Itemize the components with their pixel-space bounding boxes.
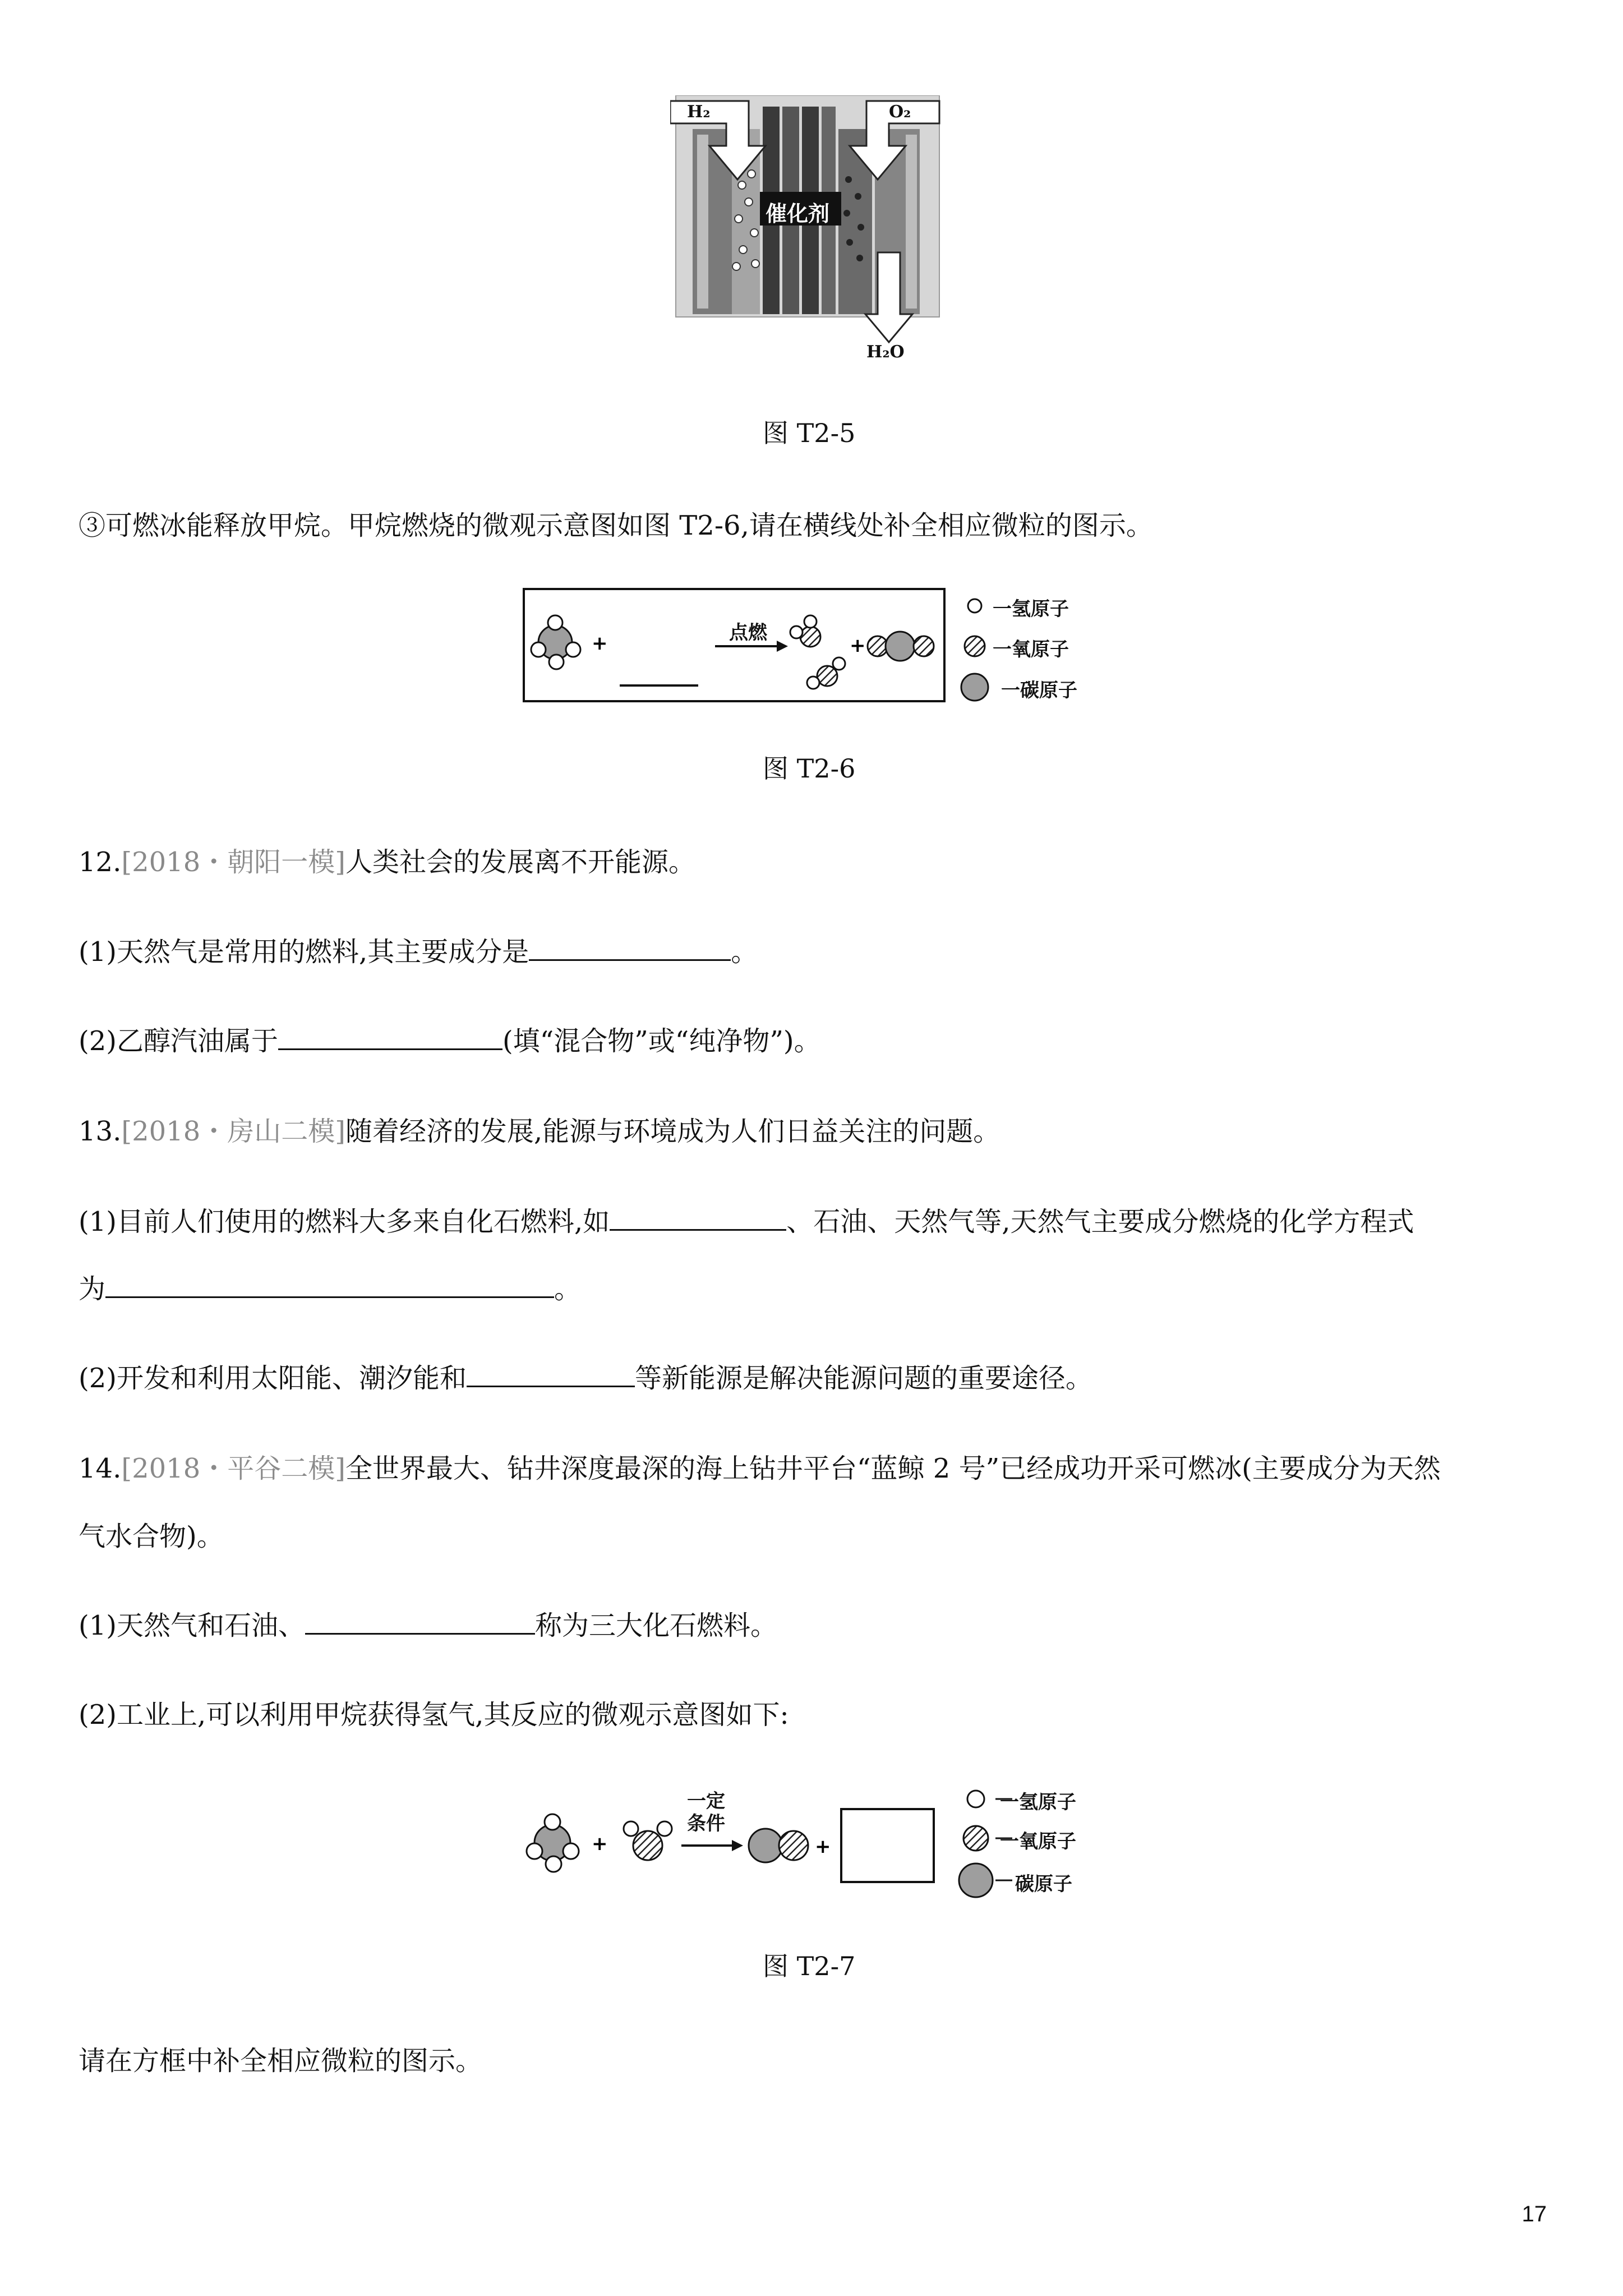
legend-oxygen: 一氧原子	[993, 638, 1069, 661]
question-14-part-1: (1)天然气和石油、 称为三大化石燃料。	[79, 1608, 777, 1644]
methane-hydrogen-figure	[519, 1775, 1108, 1910]
h2-label: H₂	[687, 102, 711, 122]
answer-box[interactable]	[841, 1809, 934, 1882]
figure-caption: 图 T2-6	[763, 753, 856, 784]
methane-combustion-figure	[522, 583, 1105, 710]
question-source: [2018・平谷二模]	[121, 1453, 345, 1484]
question-14-stem-cont: 气水合物)。	[79, 1521, 224, 1552]
h2o-label: H₂O	[866, 342, 905, 362]
page-number: 17	[1521, 2202, 1547, 2226]
answer-blank[interactable]	[278, 1024, 502, 1050]
question-13-stem: 13.[2018・房山二模]随着经济的发展,能源与环境成为人们日益关注的问题。	[79, 1116, 1000, 1147]
question-13-part-1: (1)目前人们使用的燃料大多来自化石燃料,如 、石油、天然气等,天然气主要成分燃烧的化学方程式	[79, 1204, 1414, 1240]
methane-molecule	[527, 1814, 579, 1872]
question-14-part-2: (2)工业上,可以利用甲烷获得氢气,其反应的微观示意图如下:	[79, 1699, 789, 1731]
question-13-part-2: (2)开发和利用太阳能、潮汐能和 等新能源是解决能源问题的重要途径。	[79, 1360, 1092, 1396]
question-14-instruction: 请在方框中补全相应微粒的图示。	[79, 2045, 483, 2077]
svg-text:+: +	[850, 634, 866, 657]
co2-molecule	[868, 632, 934, 661]
question-12-part-2: (2)乙醇汽油属于 (填“混合物”或“纯净物”)。	[79, 1023, 821, 1059]
question-source: [2018・朝阳一模]	[121, 846, 345, 878]
answer-blank[interactable]	[467, 1361, 635, 1387]
figure-caption: 图 T2-7	[763, 1951, 856, 1981]
answer-blank[interactable]	[529, 935, 731, 961]
o2-label: O₂	[889, 102, 911, 122]
fuel-cell-figure	[670, 95, 956, 365]
legend-oxygen: 一氧原子	[1000, 1830, 1076, 1853]
catalyst-label: 催化剂	[766, 201, 830, 226]
question-14-stem: 14.[2018・平谷二模]全世界最大、钻井深度最深的海上钻井平台“蓝鲸 2 号”已经成功开采可燃冰(主要成分为天然	[79, 1453, 1441, 1484]
reaction-condition-line1: 一定	[687, 1790, 725, 1812]
fuel-cell-illustration	[670, 95, 956, 365]
legend-carbon: 碳原子	[1015, 1873, 1072, 1895]
answer-blank[interactable]	[105, 1272, 554, 1298]
answer-blank[interactable]	[305, 1608, 535, 1635]
combustion-condition: 点燃	[729, 622, 767, 644]
question-12-stem: 12.[2018・朝阳一模]人类社会的发展离不开能源。	[79, 846, 695, 878]
legend-carbon: 一碳原子	[1001, 679, 1077, 702]
water-molecule	[624, 1821, 672, 1860]
legend-hydrogen: 一氢原子	[1000, 1791, 1076, 1814]
question-13-part-1-cont: 为 。	[79, 1271, 581, 1307]
legend-hydrogen: 一氢原子	[993, 598, 1069, 620]
question-12-part-1: (1)天然气是常用的燃料,其主要成分是 。	[79, 934, 758, 970]
answer-blank[interactable]	[610, 1204, 786, 1231]
figure-caption: 图 T2-5	[763, 418, 856, 448]
svg-text:+: +	[815, 1835, 831, 1858]
co-molecule	[749, 1829, 808, 1862]
svg-text:+: +	[592, 632, 608, 655]
svg-text:+: +	[592, 1833, 608, 1855]
question-source: [2018・房山二模]	[121, 1116, 345, 1147]
reaction-condition-line2: 条件	[687, 1812, 725, 1835]
question-text: ③可燃冰能释放甲烷。甲烷燃烧的微观示意图如图 T2-6,请在横线处补全相应微粒的图示。	[79, 510, 1153, 541]
